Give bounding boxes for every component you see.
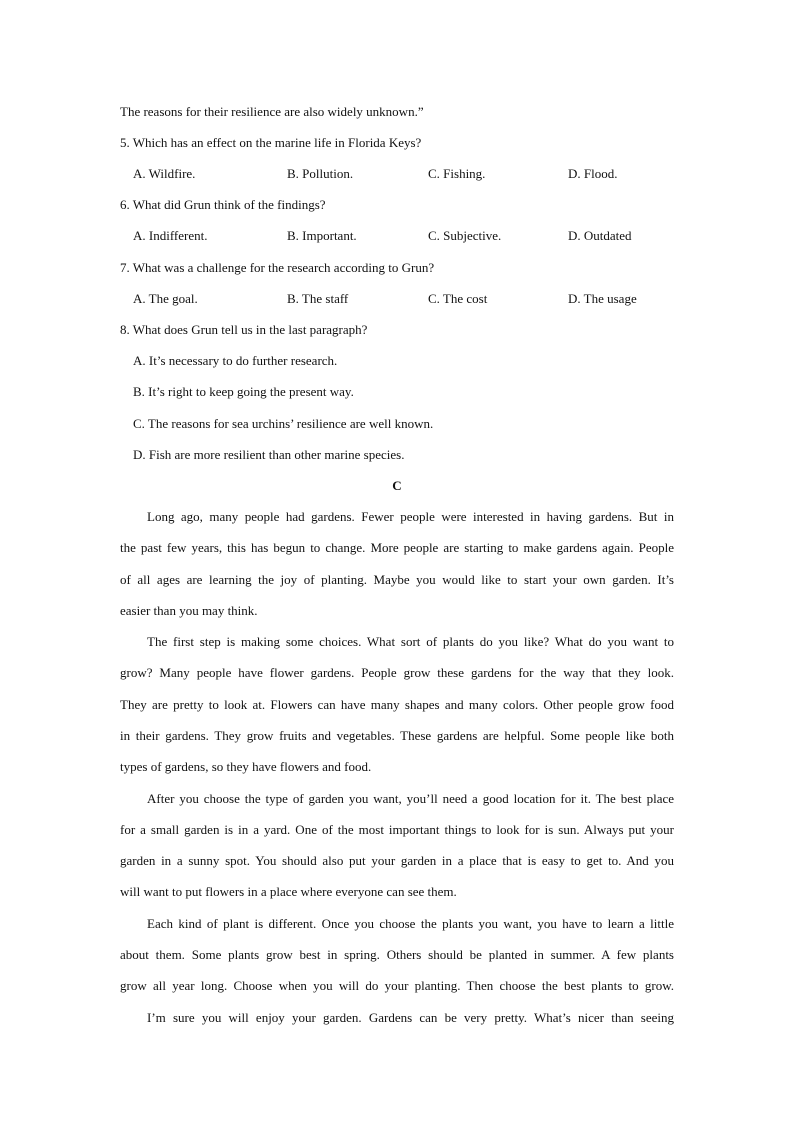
passage-c-line: easier than you may think. bbox=[120, 603, 258, 618]
passage-c-line: grow? Many people have flower gardens. People grow these gardens for the way that they look. bbox=[120, 665, 674, 680]
passage-c-line: I’m sure you will enjoy your garden. Gardens can be very pretty. What’s nicer than seeing bbox=[147, 1010, 674, 1025]
passage-c-line: types of gardens, so they have flowers and food. bbox=[120, 759, 372, 774]
question-7-option-a: A. The goal. bbox=[133, 291, 198, 306]
passage-c-line: the past few years, this has begun to change. More people are starting to make gardens again. People bbox=[120, 540, 674, 555]
question-8-option-d: D. Fish are more resilient than other marine species. bbox=[133, 447, 405, 462]
passage-c-line: The first step is making some choices. What sort of plants do you like? What do you want to bbox=[147, 634, 674, 649]
question-8-stem: 8. What does Grun tell us in the last paragraph? bbox=[120, 322, 368, 337]
question-6-option-d: D. Outdated bbox=[568, 228, 632, 243]
passage-b-closing-line: The reasons for their resilience are also widely unknown.” bbox=[120, 104, 424, 119]
section-c-heading: C bbox=[392, 478, 402, 493]
question-5-stem: 5. Which has an effect on the marine life in Florida Keys? bbox=[120, 135, 422, 150]
question-8-option-c: C. The reasons for sea urchins’ resilience are well known. bbox=[133, 416, 434, 431]
question-7-option-d: D. The usage bbox=[568, 291, 637, 306]
passage-c-line: After you choose the type of garden you want, you’ll need a good location for it. The best place bbox=[147, 791, 674, 806]
question-7-stem: 7. What was a challenge for the research according to Grun? bbox=[120, 260, 435, 275]
passage-c-line: for a small garden is in a yard. One of the most important things to look for is sun. Always put your bbox=[120, 822, 674, 837]
question-7-option-c: C. The cost bbox=[428, 291, 488, 306]
question-5-option-d: D. Flood. bbox=[568, 166, 618, 181]
passage-c-line: will want to put flowers in a place where everyone can see them. bbox=[120, 884, 457, 899]
passage-c-line: garden in a sunny spot. You should also put your garden in a place that is easy to get to. And you bbox=[120, 853, 674, 868]
passage-c-line: Long ago, many people had gardens. Fewer people were interested in having gardens. But in bbox=[147, 509, 674, 524]
question-8-option-b: B. It’s right to keep going the present way. bbox=[133, 384, 354, 399]
passage-c-line: about them. Some plants grow best in spring. Others should be planted in summer. A few plants bbox=[120, 947, 674, 962]
passage-c-line: They are pretty to look at. Flowers can have many shapes and many colors. Other people grow food bbox=[120, 697, 674, 712]
passage-c-line: in their gardens. They grow fruits and vegetables. These gardens are helpful. Some people like both bbox=[120, 728, 674, 743]
question-6-option-a: A. Indifferent. bbox=[133, 228, 208, 243]
question-5-option-c: C. Fishing. bbox=[428, 166, 486, 181]
question-5-option-a: A. Wildfire. bbox=[133, 166, 196, 181]
question-6-option-b: B. Important. bbox=[287, 228, 357, 243]
question-6-stem: 6. What did Grun think of the findings? bbox=[120, 197, 326, 212]
question-6-option-c: C. Subjective. bbox=[428, 228, 502, 243]
passage-c-line: of all ages are learning the joy of planting. Maybe you would like to start your own garden. It’s bbox=[120, 572, 674, 587]
passage-c-line: Each kind of plant is different. Once you choose the plants you want, you have to learn a little bbox=[147, 916, 674, 931]
passage-c-line: grow all year long. Choose when you will do your planting. Then choose the best plants to grow. bbox=[120, 978, 674, 993]
question-7-option-b: B. The staff bbox=[287, 291, 349, 306]
question-8-option-a: A. It’s necessary to do further research. bbox=[133, 353, 338, 368]
question-5-option-b: B. Pollution. bbox=[287, 166, 354, 181]
